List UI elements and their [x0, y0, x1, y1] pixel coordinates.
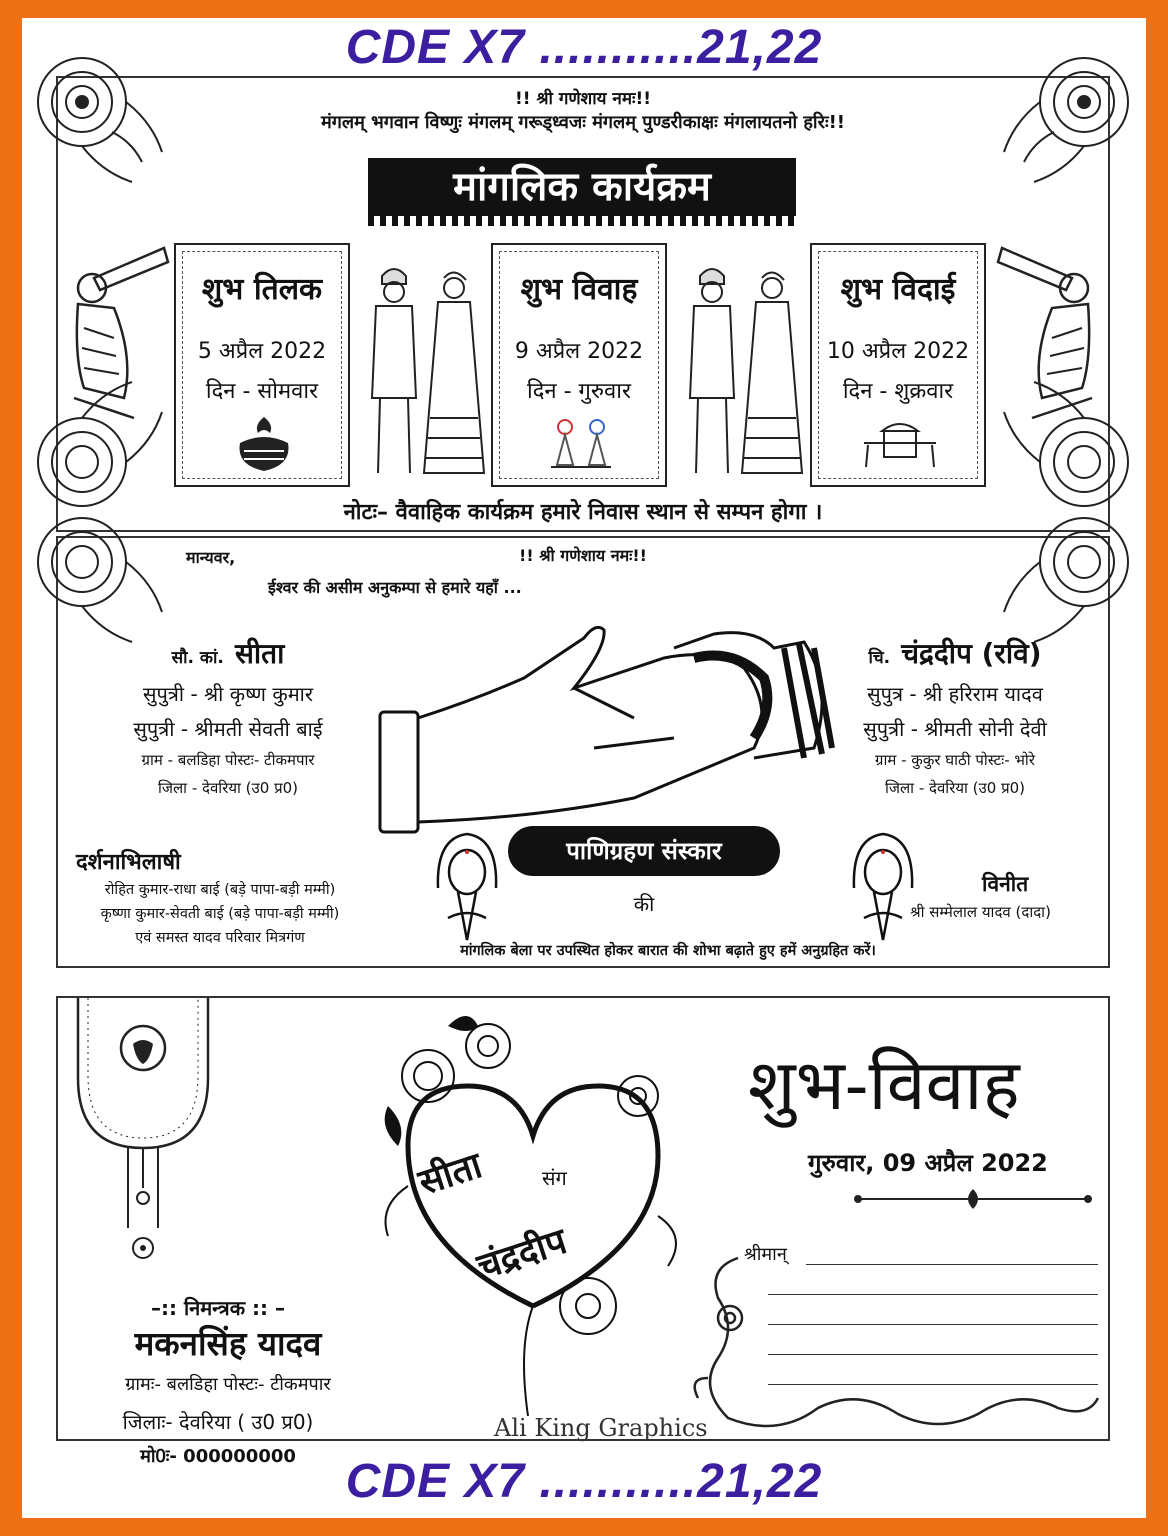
event-banner: मांगलिक कार्यक्रम	[368, 158, 796, 216]
bride-groom-icon	[676, 258, 806, 483]
host-district: जिलाः- देवरिया ( उ0 प्र0)	[122, 1410, 314, 1434]
invitation-message-card	[56, 536, 1110, 968]
shriman-label: श्रीमान्	[744, 1244, 787, 1265]
footer-request: मांगलिक बेला पर उपस्थित होकर बारात की शोभा बढ़ाते हुए हमें अनुग्रहित करें।	[460, 943, 876, 959]
groom-name: चंद्रदीप (रवि)	[901, 637, 1042, 670]
event-date: 10 अप्रैल 2022	[826, 339, 970, 364]
event-date: 9 अप्रैल 2022	[514, 339, 644, 364]
bride-district: जिला - देवरिया (उ0 प्र0)	[157, 779, 298, 797]
ganesh-hanging-icon	[68, 998, 218, 1298]
venue-note: नोटः– वैवाहिक कार्यक्रम हमारे निवास स्थान से सम्पन होगा ।	[343, 500, 823, 525]
code-label-top: CDE X7 ...........21,22	[345, 21, 823, 74]
event-card-vidai	[810, 243, 986, 487]
event-day: दिन - सोमवार	[205, 379, 319, 404]
ornamental-divider-icon	[848, 1184, 1098, 1214]
shloka-line-1: !! श्री गणेशाय नमः!!	[515, 89, 651, 109]
joined-hands-icon	[334, 608, 834, 838]
kalash-icon	[232, 415, 296, 473]
heart-floral-icon	[368, 1006, 698, 1426]
darshan-line: एवं समस्त यादव परिवार मित्रगंण	[135, 930, 305, 946]
ceremony-schedule-card	[56, 76, 1110, 532]
bride-mother: सुपुत्री - श्रीमती सेवती बाई	[133, 717, 323, 741]
event-card-vivah	[491, 243, 667, 487]
event-day: दिन - शुक्रवार	[842, 379, 954, 404]
code-label-bottom: CDE X7 ...........21,22	[345, 1455, 823, 1508]
groom-father: सुपुत्र - श्री हरिराम यादव	[867, 682, 1043, 706]
shehnai-player-icon	[64, 238, 174, 428]
host-village: ग्रामः- बलडिहा पोस्टः- टीकमपार	[125, 1374, 331, 1395]
darshan-line: रोहित कुमार-राधा बाई (बड़े पापा-बड़ी मम्मी)	[104, 882, 336, 898]
event-title: शुभ विदाई	[840, 272, 956, 307]
host-mobile: मो0ः- 000000000	[140, 1446, 296, 1467]
event-card-tilak	[174, 243, 350, 487]
address-line	[768, 1324, 1098, 1325]
darshan-title: दर्शनाभिलाषी	[76, 850, 181, 875]
doli-palanquin-icon	[862, 415, 938, 471]
designer-credit: Ali King Graphics	[494, 1414, 708, 1442]
darshan-line: कृष्णा कुमार-सेवती बाई (बड़े पापा-बड़ी मम्मी)	[100, 906, 340, 922]
event-title: शुभ तिलक	[201, 272, 323, 307]
address-line	[806, 1264, 1098, 1265]
groom-details	[820, 634, 1090, 798]
bride-name: सीता	[234, 637, 285, 670]
shehnai-player-icon	[992, 238, 1102, 428]
ki-label: की	[633, 892, 655, 916]
groom-village: ग्राम - कुकुर घाठी पोस्टः- भोरे	[875, 751, 1035, 769]
heart-bride-name: सीता	[413, 1145, 487, 1204]
shubh-vivah-title: शुभ-विवाह	[748, 1044, 1020, 1126]
bride-groom-icon	[358, 258, 488, 483]
nimantrak-label: –:: निमन्त्रक :: –	[150, 1296, 286, 1320]
groom-prefix: चि.	[868, 648, 891, 668]
shloka: !! श्री गणेशाय नमः!!	[519, 546, 647, 565]
address-line	[768, 1384, 1098, 1385]
namaste-lady-icon	[428, 828, 506, 943]
event-title: शुभ विवाह	[520, 272, 638, 307]
ceremony-badge: पाणिग्रहण संस्कार	[508, 826, 780, 876]
bride-father: सुपुत्री - श्री कृष्ण कुमार	[142, 682, 314, 706]
namaste-lady-icon	[844, 828, 922, 943]
bride-prefix: सौ. कां.	[171, 648, 224, 668]
heart-sang: संग	[542, 1166, 567, 1190]
address-line	[768, 1354, 1098, 1355]
couple-garland-icon	[543, 417, 619, 471]
vinit-title: विनीत	[982, 872, 1029, 896]
scroll-vine-icon	[678, 1238, 1108, 1438]
shloka-line-2: मंगलम् भगवान विष्णुः मंगलम् गरूड्ध्वजः मंगलम् पुण्डरीकाक्षः मंगलायतनो हरिः!!	[320, 112, 846, 133]
salutation: मान्यवर,	[186, 548, 236, 567]
host-name: मकनसिंह यादव	[134, 1324, 322, 1363]
bride-details	[78, 634, 378, 798]
invitation-sheet	[22, 18, 1146, 1518]
address-line	[768, 1294, 1098, 1295]
bride-village: ग्राम - बलडिहा पोस्टः- टीकमपार	[141, 751, 315, 769]
heart-groom-name: चंद्रदीप	[472, 1220, 572, 1288]
wedding-date: गुरुवार, 09 अप्रैल 2022	[808, 1149, 1048, 1177]
envelope-card	[56, 996, 1110, 1467]
intro-line: ईश्वर की असीम अनुकम्पा से हमारे यहाँ ...	[268, 578, 522, 597]
event-day: दिन - गुरुवार	[527, 379, 631, 404]
groom-mother: सुपुत्री - श्रीमती सोनी देवी	[863, 717, 1047, 741]
vinit-name: श्री सम्मेलाल यादव (दादा)	[910, 903, 1051, 921]
event-date: 5 अप्रैल 2022	[197, 339, 327, 364]
groom-district: जिला - देवरिया (उ0 प्र0)	[884, 779, 1025, 797]
